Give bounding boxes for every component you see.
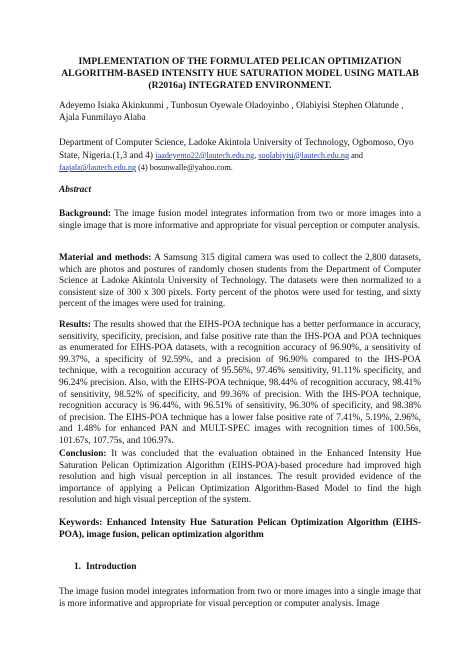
email-link-1[interactable]: iaadeyemo22@lautech.edu.ng — [155, 150, 255, 160]
affiliation — [59, 138, 421, 175]
section-title: Introduction — [86, 562, 137, 572]
keywords: Keywords: Enhanced Intensity Hue Saturation Pelican Optimization Algorithm (EIHS-POA), image fusion, pelican optimization algorithm — [59, 518, 421, 540]
email-separator: , — [254, 150, 259, 160]
abstract-heading: Abstract — [59, 185, 92, 195]
abstract-results — [59, 320, 421, 448]
affiliation-text: Department of Computer Science, Ladoke Akintola University of Technology, Ogbomoso, Oyo State, Nigeria.(1,3 and 4) — [59, 138, 414, 161]
author-list: Adeyemo Isiaka Akinkunmi , Tunbosun Oyewale Oladoyinbo , Olabiyisi Stephen Olatunde , Ajala Funmilayo Alaba — [59, 101, 404, 123]
paper-title: IMPLEMENTATION OF THE FORMULATED PELICAN OPTIMIZATION ALGORITHM-BASED INTENSITY HUE SATURATION MODEL USING MATLAB (R2016a) INTEGRATED ENVIRONMENT. — [61, 56, 419, 92]
abstract-background — [59, 209, 421, 232]
abstract-conclusion — [59, 449, 421, 507]
background-text: The image fusion model integrates information from two or more images into a single image that is more informative and appropriate for visual perception or computer analysis. — [59, 209, 421, 231]
email-and: and — [349, 150, 363, 160]
abstract-methods — [59, 253, 421, 311]
email-tail: (4) bosunwalle@yahoo.com. — [136, 163, 233, 173]
methods-text: A Samsung 315 digital camera was used to collect the 2,800 datasets, which are photos and postures of randomly chosen students from the Department of Computer Science at Ladoke Akintola University of Technology. The datasets were then normalized to a consistent size of 300 x 300 pixels. Forty percent of the photos were used for testing, and sixty percent of the images were used for training. — [59, 253, 421, 310]
results-text: The results showed that the EIHS-POA technique has a better performance in accuracy, sensitivity, specificity, precision, and false positive rate than the IHS-POA and POA techniques as enumerated for EIHS-POA datasets, with a recognition accuracy of 96.90%, a sensitivity of 99.37%, a specificity of 92.59%, and a precision of 96.90% compared to the IHS-POA technique, with a recognition accuracy of 95.56%, 97.46% sensitivity, 91.11% specificity, and 96.24% precision. Also, with the EIHS-POA technique, 98.44% of recognition accuracy, 98.41% of sensitivity, 98.52% of specificity, and 99.36% of precision. With the IHS-POA technique, recognition accuracy is 96.44%, with 96.51% of sensitivity, 96.30% of specificity, and 98.38% of precision. The EIHS-POA technique has a lower false positive rate of 7.41%, 5.19%, 2.96%, and 1.48% for enhanced PAN and MULT-SPEC images with recognition times of 100.56s, 101.67s, 107.75s, and 106.97s. — [59, 320, 421, 446]
conclusion-text: It was concluded that the evaluation obtained in the Enhanced Intensity Hue Saturation Pelican Optimization Algorithm (EIHS-POA)-based procedure had improved high resolution and high visual perception in all instances. The result provided evidence of the importance of applying a Pelican Optimization Algorithm-Based Model to find the high resolution and high visual perception of the system. — [59, 449, 421, 506]
email-link-3[interactable]: faajala@lautech.edu.ng — [59, 163, 137, 173]
methods-label: Material and methods: — [59, 253, 152, 263]
section-heading-introduction — [59, 562, 421, 574]
email-link-2[interactable]: soolabiyisi@lautech.edu.ng — [258, 150, 350, 160]
results-label: Results: — [59, 320, 92, 330]
conclusion-label: Conclusion: — [59, 449, 107, 459]
introduction-text: The image fusion model integrates information from two or more images into a single image that is more informative and appropriate for visual perception or computer analysis. Image — [59, 587, 421, 609]
background-label: Background: — [59, 209, 112, 219]
section-number: 1. — [74, 562, 81, 572]
